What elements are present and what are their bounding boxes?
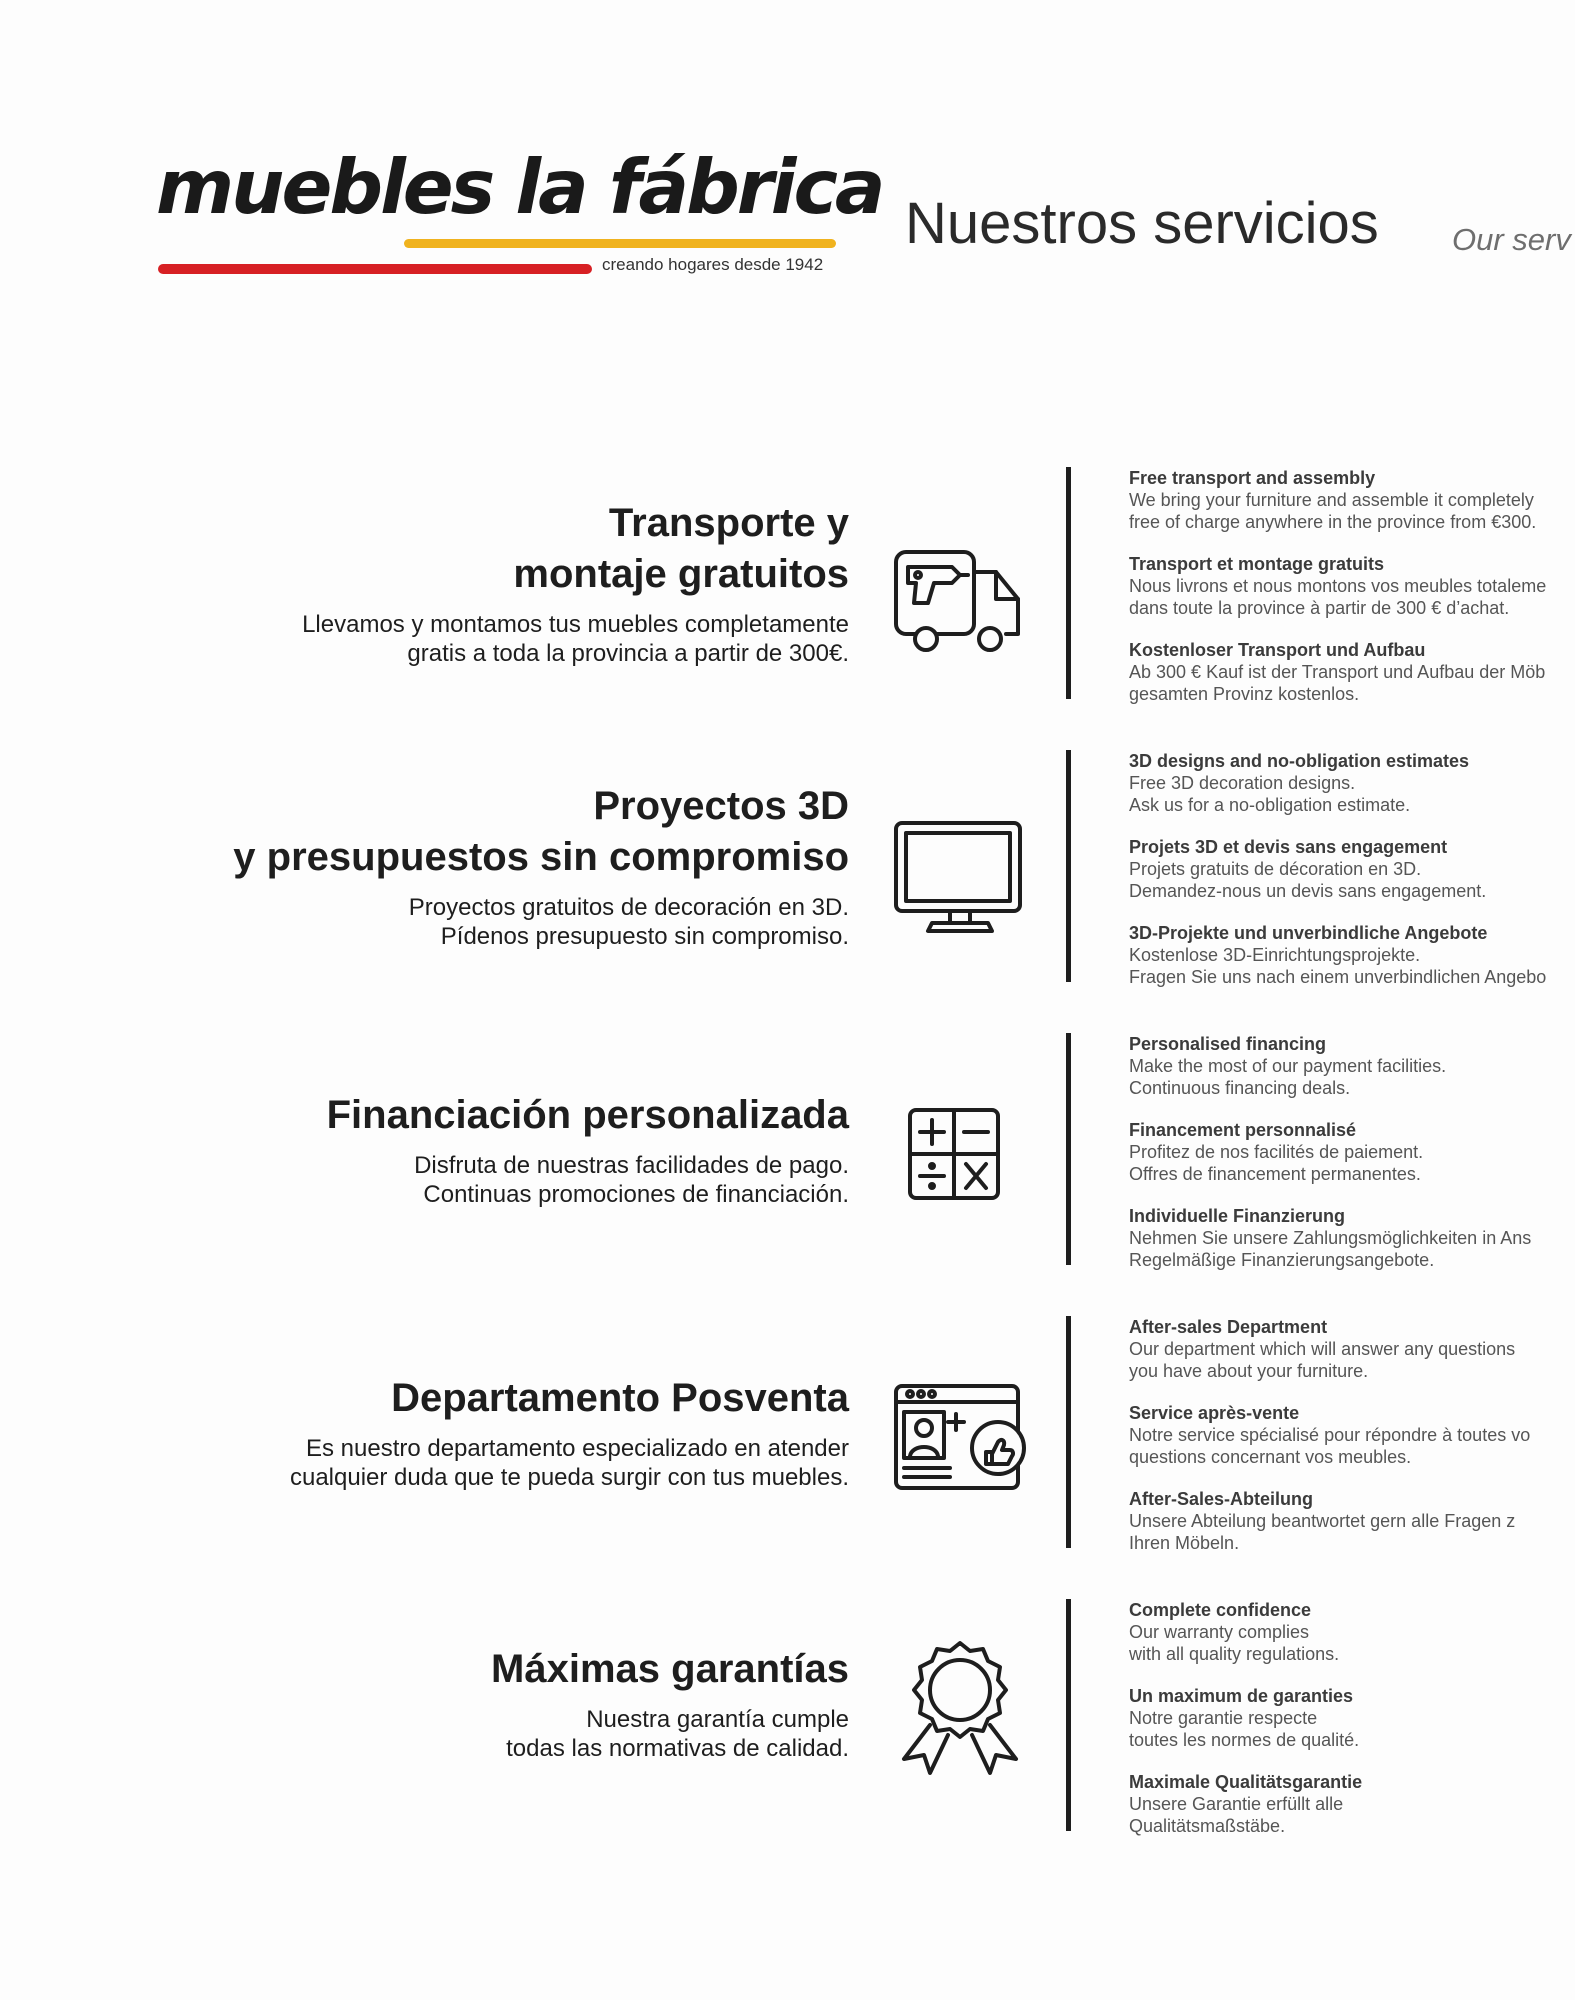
translation-title: Financement personnalisé bbox=[1129, 1120, 1357, 1140]
translation-en bbox=[1129, 467, 1575, 533]
logo-red-stripe bbox=[158, 264, 592, 274]
translation-en bbox=[1129, 750, 1575, 816]
translation-title: Service après-vente bbox=[1129, 1403, 1300, 1423]
translation-title: Personalised financing bbox=[1129, 1034, 1327, 1054]
service-description bbox=[302, 610, 849, 668]
service-text bbox=[327, 1090, 849, 1209]
service-divider bbox=[1066, 1316, 1071, 1548]
translation-title: Un maximum de garanties bbox=[1129, 1686, 1354, 1706]
service-translations bbox=[1129, 1599, 1575, 1857]
calculator-icon bbox=[890, 1098, 1030, 1238]
service-title bbox=[290, 1373, 849, 1424]
service-desc-line: Nuestra garantía cumple bbox=[586, 1706, 849, 1733]
translation-line: free of charge anywhere in the province from €300. bbox=[1129, 512, 1537, 532]
translation-title: Maximale Qualitätsgarantie bbox=[1129, 1772, 1363, 1792]
translation-line: Qualitätsmaßstäbe. bbox=[1129, 1816, 1286, 1836]
translation-title: 3D-Projekte und unverbindliche Angebote bbox=[1129, 923, 1488, 943]
translation-title: 3D designs and no-obligation estimates bbox=[1129, 751, 1470, 771]
translation-en bbox=[1129, 1599, 1575, 1665]
translation-line: Free 3D decoration designs. bbox=[1129, 773, 1356, 793]
service-desc-line: Proyectos gratuitos de decoración en 3D. bbox=[408, 894, 849, 921]
translation-title: Complete confidence bbox=[1129, 1600, 1312, 1620]
translation-line: Regelmäßige Finanzierungsangebote. bbox=[1129, 1250, 1435, 1270]
service-3d-projects bbox=[0, 750, 1575, 990]
service-title-line: Departamento Posventa bbox=[391, 1376, 849, 1420]
service-text bbox=[290, 1373, 849, 1492]
translation-line: Offres de financement permanentes. bbox=[1129, 1164, 1421, 1184]
monitor-icon bbox=[890, 805, 1030, 945]
translation-line: with all quality regulations. bbox=[1129, 1644, 1340, 1664]
service-title-line: Transporte y bbox=[608, 501, 849, 545]
service-translations bbox=[1129, 750, 1575, 1008]
translation-title: Kostenloser Transport und Aufbau bbox=[1129, 640, 1426, 660]
translation-line: We bring your furniture and assemble it completely bbox=[1129, 490, 1534, 510]
service-title-line: Máximas garantías bbox=[491, 1647, 849, 1691]
translation-line: dans toute la province à partir de 300 € d’achat. bbox=[1129, 598, 1510, 618]
translation-line: Unsere Garantie erfüllt alle bbox=[1129, 1794, 1344, 1814]
service-desc-line: Disfruta de nuestras facilidades de pago. bbox=[414, 1152, 849, 1179]
translation-line: gesamten Provinz kostenlos. bbox=[1129, 684, 1360, 704]
service-description bbox=[491, 1705, 849, 1763]
service-title-line: Financiación personalizada bbox=[326, 1093, 849, 1137]
translation-line: Nous livrons et nous montons vos meubles totaleme bbox=[1129, 576, 1547, 596]
service-desc-line: cualquier duda que te pueda surgir con tus muebles. bbox=[289, 1464, 849, 1491]
translation-line: Unsere Abteilung beantwortet gern alle Fragen z bbox=[1129, 1511, 1516, 1531]
translation-title: Projets 3D et devis sans engagement bbox=[1129, 837, 1448, 857]
support-window-icon bbox=[890, 1376, 1030, 1516]
translation-line: Our department which will answer any questions bbox=[1129, 1339, 1516, 1359]
translation-title: After-Sales-Abteilung bbox=[1129, 1489, 1314, 1509]
service-desc-line: todas las normativas de calidad. bbox=[506, 1735, 849, 1762]
translation-line: questions concernant vos meubles. bbox=[1129, 1447, 1412, 1467]
translation-de bbox=[1129, 1488, 1575, 1554]
service-title bbox=[491, 1644, 849, 1695]
translation-en bbox=[1129, 1033, 1575, 1099]
translation-line: Nehmen Sie unsere Zahlungsmöglichkeiten in Ans bbox=[1129, 1228, 1532, 1248]
service-divider bbox=[1066, 1599, 1071, 1831]
translation-fr bbox=[1129, 553, 1575, 619]
service-desc-line: Es nuestro departamento especializado en atender bbox=[305, 1435, 849, 1462]
service-divider bbox=[1066, 750, 1071, 982]
service-text bbox=[302, 498, 849, 668]
translation-fr bbox=[1129, 1402, 1575, 1468]
service-desc-line: Llevamos y montamos tus muebles completamente bbox=[302, 611, 849, 638]
service-translations bbox=[1129, 1316, 1575, 1574]
service-title-line: Proyectos 3D bbox=[593, 784, 849, 828]
brand-logo bbox=[150, 143, 883, 290]
service-financing bbox=[0, 1033, 1575, 1273]
translation-line: Continuous financing deals. bbox=[1129, 1078, 1351, 1098]
service-after-sales bbox=[0, 1316, 1575, 1556]
service-desc-line: gratis a toda la provincia a partir de 300€. bbox=[407, 640, 849, 667]
translation-title: Individuelle Finanzierung bbox=[1129, 1206, 1346, 1226]
brand-name: muebles la fábrica bbox=[156, 143, 883, 231]
translation-line: Ab 300 € Kauf ist der Transport und Aufbau der Möb bbox=[1129, 662, 1546, 682]
translation-line: Projets gratuits de décoration en 3D. bbox=[1129, 859, 1422, 879]
translation-line: Notre garantie respecte bbox=[1129, 1708, 1318, 1728]
service-title-line: y presupuestos sin compromiso bbox=[233, 835, 849, 879]
translation-line: Make the most of our payment facilities. bbox=[1129, 1056, 1447, 1076]
translation-title: Free transport and assembly bbox=[1129, 468, 1376, 488]
logo-yellow-stripe bbox=[404, 239, 836, 248]
service-title bbox=[233, 781, 849, 883]
award-ribbon-icon bbox=[890, 1637, 1030, 1777]
service-desc-line: Continuas promociones de financiación. bbox=[423, 1181, 849, 1208]
translation-line: Ask us for a no-obligation estimate. bbox=[1129, 795, 1411, 815]
service-title bbox=[327, 1090, 849, 1141]
translation-fr bbox=[1129, 1685, 1575, 1751]
translation-de bbox=[1129, 1205, 1575, 1271]
translation-fr bbox=[1129, 1119, 1575, 1185]
translation-title: Transport et montage gratuits bbox=[1129, 554, 1385, 574]
translation-line: Profitez de nos facilités de paiement. bbox=[1129, 1142, 1424, 1162]
translation-de bbox=[1129, 639, 1575, 705]
service-transport bbox=[0, 467, 1575, 707]
service-desc-line: Pídenos presupuesto sin compromiso. bbox=[440, 923, 849, 950]
service-divider bbox=[1066, 1033, 1071, 1265]
translation-title: After-sales Department bbox=[1129, 1317, 1328, 1337]
translation-de bbox=[1129, 1771, 1575, 1837]
translation-line: Demandez-nous un devis sans engagement. bbox=[1129, 881, 1487, 901]
service-divider bbox=[1066, 467, 1071, 699]
service-translations bbox=[1129, 467, 1575, 725]
translation-de bbox=[1129, 922, 1575, 988]
translation-line: you have about your furniture. bbox=[1129, 1361, 1369, 1381]
service-title-line: montaje gratuitos bbox=[513, 552, 849, 596]
translation-line: Fragen Sie uns nach einem unverbindlichen Angebo bbox=[1129, 967, 1547, 987]
truck-drill-icon bbox=[890, 527, 1030, 667]
service-translations bbox=[1129, 1033, 1575, 1291]
translation-line: Kostenlose 3D-Einrichtungsprojekte. bbox=[1129, 945, 1421, 965]
page-subtitle: Our serv bbox=[1452, 222, 1571, 257]
service-description bbox=[290, 1434, 849, 1492]
page-title: Nuestros servicios bbox=[905, 191, 1379, 256]
translation-line: Notre service spécialisé pour répondre à toutes vo bbox=[1129, 1425, 1531, 1445]
service-description bbox=[327, 1151, 849, 1209]
translation-fr bbox=[1129, 836, 1575, 902]
service-title bbox=[302, 498, 849, 600]
translation-line: Our warranty complies bbox=[1129, 1622, 1310, 1642]
service-description bbox=[233, 893, 849, 951]
service-warranty bbox=[0, 1599, 1575, 1839]
service-text bbox=[233, 781, 849, 951]
translation-line: Ihren Möbeln. bbox=[1129, 1533, 1240, 1553]
service-text bbox=[491, 1644, 849, 1763]
translation-en bbox=[1129, 1316, 1575, 1382]
brand-tagline: creando hogares desde 1942 bbox=[602, 255, 824, 274]
translation-line: toutes les normes de qualité. bbox=[1129, 1730, 1360, 1750]
